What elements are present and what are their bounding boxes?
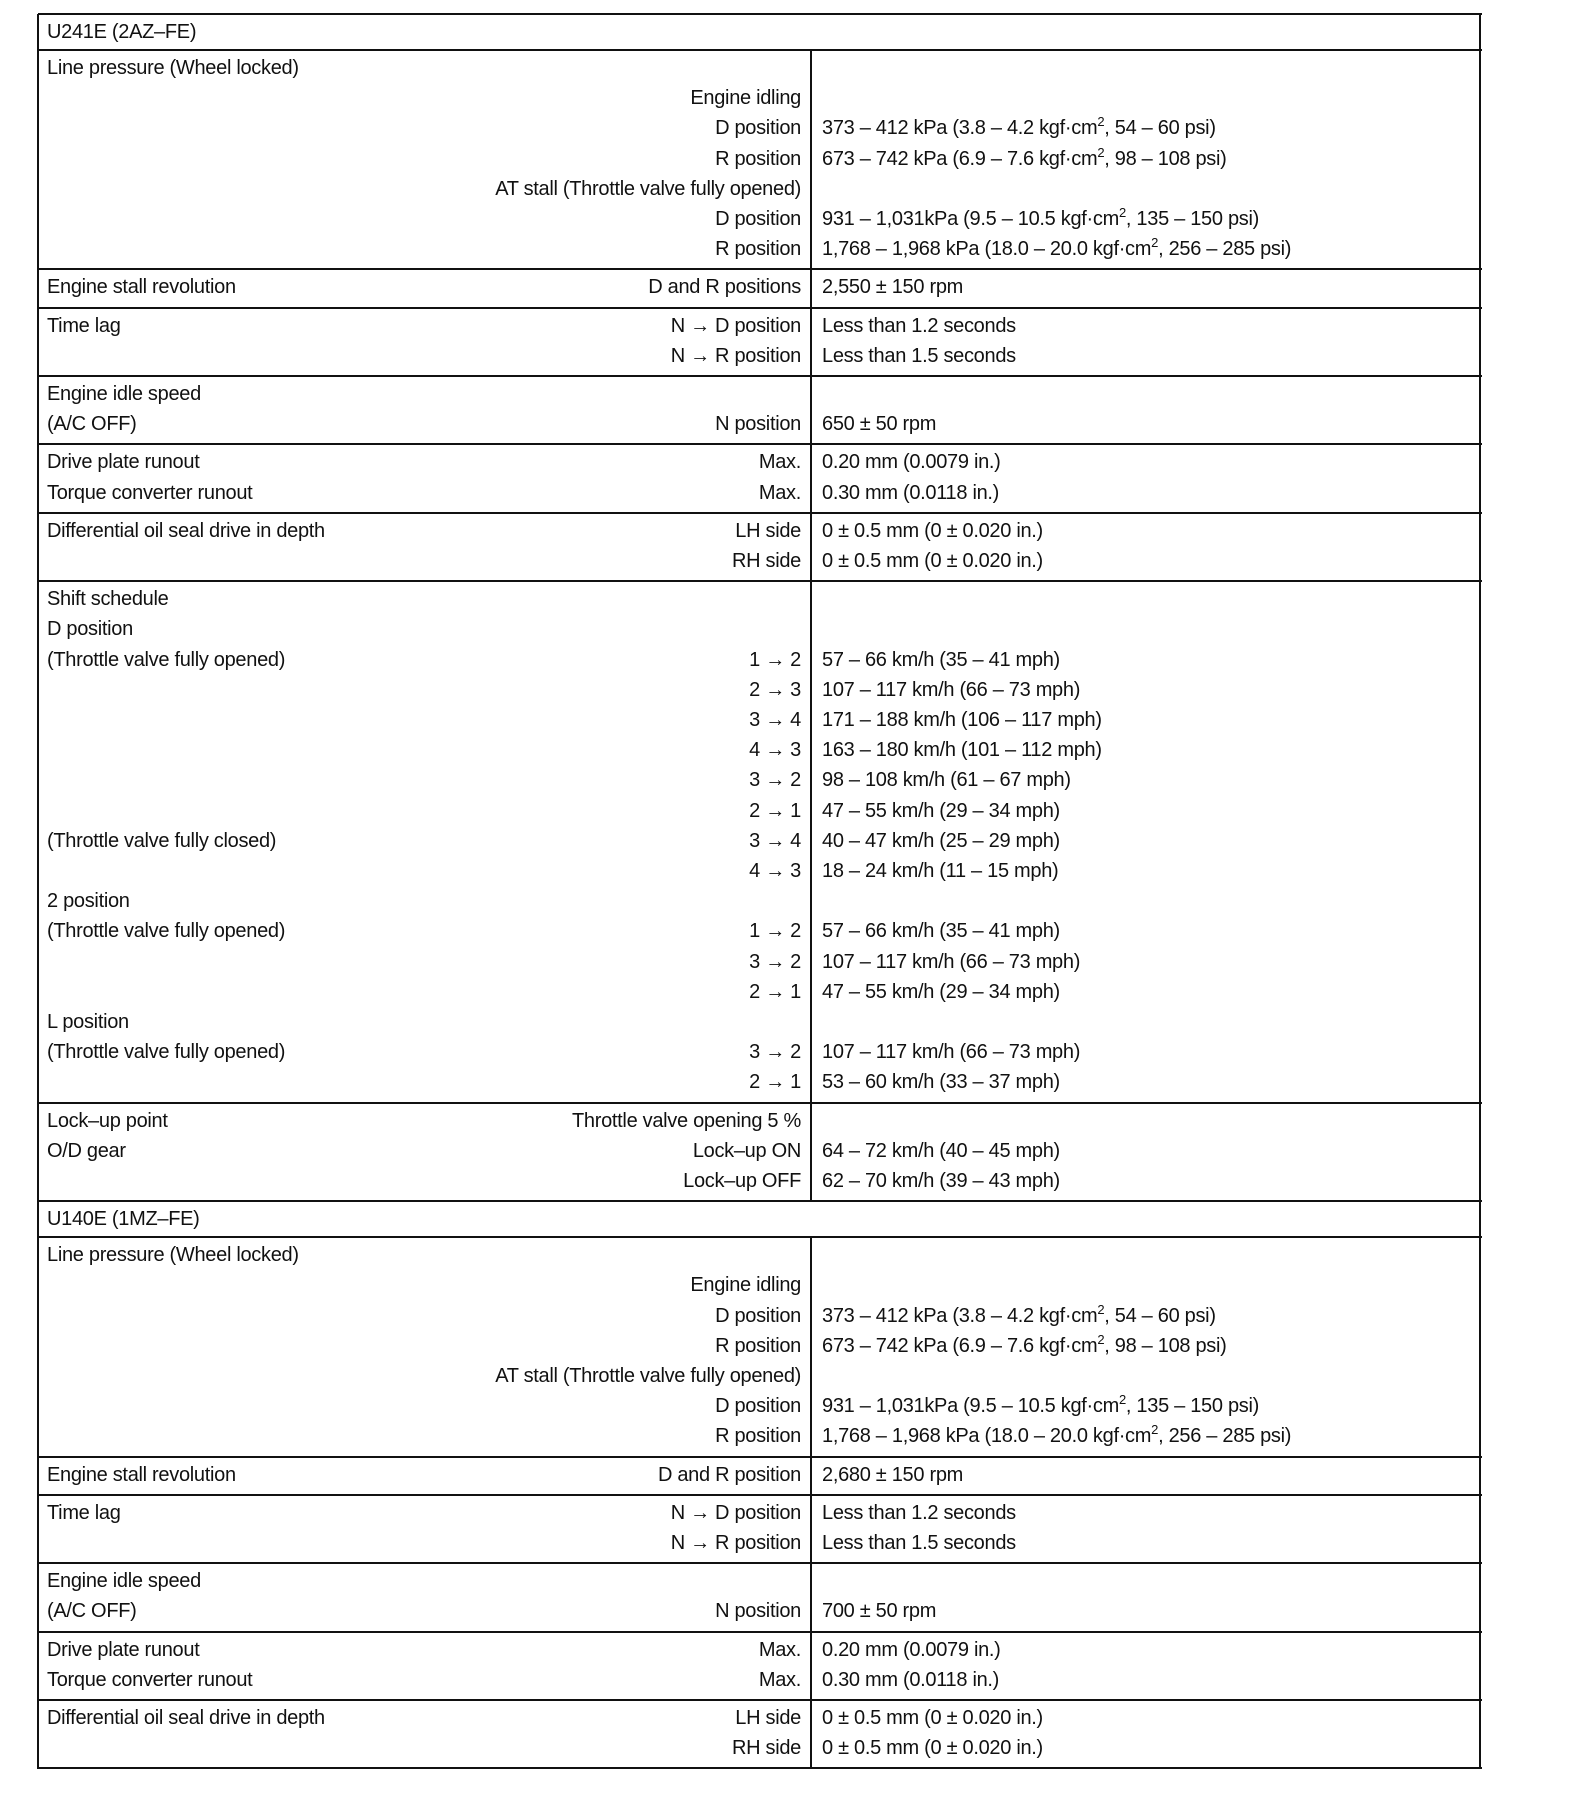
spec-value bbox=[822, 1303, 1216, 1329]
row-condition: R position bbox=[715, 1425, 801, 1448]
value-text: 0 ± 0.5 mm (0 ± 0.020 in.) bbox=[822, 1707, 1043, 1729]
spec-value bbox=[822, 1598, 936, 1624]
row-condition: 3 → 4 bbox=[749, 829, 801, 852]
row-condition: LH side bbox=[735, 519, 801, 542]
row-label: Engine stall revolution bbox=[47, 276, 236, 299]
row-divider bbox=[38, 1236, 1482, 1238]
row-condition: N → D position bbox=[670, 314, 801, 337]
row-condition: Engine idling bbox=[690, 87, 801, 110]
row-condition: D and R position bbox=[657, 1463, 801, 1486]
row-label: (Throttle valve fully opened) bbox=[47, 1041, 286, 1064]
spec-value bbox=[822, 828, 1060, 854]
value-text: , 135 – 150 psi) bbox=[1125, 1395, 1259, 1418]
row-divider bbox=[38, 268, 1482, 270]
row-condition: RH side bbox=[731, 1737, 801, 1760]
column-divider bbox=[1479, 14, 1481, 1769]
spec-value bbox=[822, 1637, 1001, 1663]
value-text: 171 – 188 km/h (106 – 117 mph) bbox=[822, 709, 1102, 731]
row-label: 2 position bbox=[47, 890, 130, 913]
row-condition: D position bbox=[715, 117, 801, 140]
column-divider bbox=[37, 14, 39, 1769]
value-text: 107 – 117 km/h (66 – 73 mph) bbox=[822, 1041, 1081, 1064]
row-label: Line pressure (Wheel locked) bbox=[47, 57, 299, 79]
row-label: Time lag bbox=[47, 314, 121, 337]
row-label: Engine stall revolution bbox=[47, 1463, 236, 1486]
row-label: (A/C OFF) bbox=[47, 413, 137, 436]
row-label: Shift schedule bbox=[47, 588, 169, 611]
superscript: 2 bbox=[1151, 235, 1159, 251]
row-divider bbox=[38, 1699, 1482, 1701]
column-divider bbox=[810, 1237, 812, 1456]
row-divider bbox=[38, 1562, 1482, 1564]
row-condition: 1 → 2 bbox=[749, 920, 801, 943]
row-divider bbox=[38, 1102, 1482, 1104]
spec-value bbox=[822, 1069, 1060, 1095]
value-text: 57 – 66 km/h (35 – 41 mph) bbox=[822, 648, 1060, 671]
spec-value bbox=[822, 343, 1016, 369]
value-text: 373 – 412 kPa (3.8 – 4.2 kgf·cm bbox=[822, 1304, 1098, 1327]
row-condition: D position bbox=[715, 208, 801, 230]
spec-value bbox=[822, 548, 1043, 574]
row-condition: R position bbox=[715, 147, 801, 170]
value-text: 2,550 ± 150 rpm bbox=[822, 276, 964, 299]
row-label: Differential oil seal drive in depth bbox=[47, 519, 325, 542]
value-text: , 54 – 60 psi) bbox=[1104, 1304, 1216, 1327]
row-condition: 2 → 1 bbox=[749, 799, 801, 822]
spec-value bbox=[822, 949, 1080, 975]
spec-value bbox=[822, 115, 1216, 141]
spec-value bbox=[822, 1423, 1291, 1449]
row-label: Line pressure (Wheel locked) bbox=[47, 1244, 299, 1267]
row-divider bbox=[38, 49, 1482, 51]
spec-value bbox=[822, 411, 936, 437]
row-condition: D position bbox=[715, 1304, 801, 1327]
value-text: 53 – 60 km/h (33 – 37 mph) bbox=[822, 1071, 1060, 1094]
spec-value bbox=[822, 1393, 1259, 1419]
row-condition: Throttle valve opening 5 % bbox=[571, 1109, 801, 1132]
column-divider bbox=[810, 513, 812, 581]
spec-value bbox=[822, 313, 1016, 339]
value-text: 373 – 412 kPa (3.8 – 4.2 kgf·cm bbox=[822, 117, 1098, 140]
row-condition: D position bbox=[715, 1395, 801, 1418]
row-condition: Lock–up ON bbox=[692, 1139, 801, 1162]
value-text: Less than 1.2 seconds bbox=[822, 314, 1016, 337]
row-condition: Max. bbox=[758, 1668, 801, 1691]
row-condition: 2 → 1 bbox=[749, 1071, 801, 1094]
value-text: 673 – 742 kPa (6.9 – 7.6 kgf·cm bbox=[822, 1334, 1098, 1357]
spec-value bbox=[822, 737, 1102, 763]
column-divider bbox=[810, 1563, 812, 1631]
value-text: , 256 – 285 psi) bbox=[1158, 1425, 1292, 1448]
value-text: 64 – 72 km/h (40 – 45 mph) bbox=[822, 1139, 1060, 1162]
row-divider bbox=[38, 13, 1482, 15]
row-label: Lock–up point bbox=[47, 1109, 168, 1132]
row-condition: Lock–up OFF bbox=[683, 1170, 801, 1192]
value-text: 47 – 55 km/h (29 – 34 mph) bbox=[822, 980, 1060, 1003]
value-text: 650 ± 50 rpm bbox=[822, 413, 937, 436]
row-label: Drive plate runout bbox=[47, 1638, 200, 1661]
superscript: 2 bbox=[1097, 114, 1105, 130]
value-text: 0 ± 0.5 mm (0 ± 0.020 in.) bbox=[822, 1737, 1043, 1760]
row-condition: 4 → 3 bbox=[749, 860, 801, 882]
row-label: Time lag bbox=[47, 1501, 121, 1524]
spec-value bbox=[822, 918, 1060, 944]
spec-value bbox=[822, 798, 1060, 824]
row-label: (Throttle valve fully opened) bbox=[47, 920, 286, 943]
spec-value bbox=[822, 1168, 1060, 1194]
spec-value bbox=[822, 707, 1102, 733]
value-text: 0 ± 0.5 mm (0 ± 0.020 in.) bbox=[822, 550, 1043, 572]
row-divider bbox=[38, 443, 1482, 445]
value-text: 107 – 117 km/h (66 – 73 mph) bbox=[822, 678, 1081, 701]
value-text: 700 ± 50 rpm bbox=[822, 1600, 937, 1623]
value-text: , 256 – 285 psi) bbox=[1158, 238, 1292, 261]
value-text: 98 – 108 km/h (61 – 67 mph) bbox=[822, 769, 1071, 792]
row-label: O/D gear bbox=[47, 1139, 126, 1162]
superscript: 2 bbox=[1151, 1422, 1159, 1438]
row-condition: Engine idling bbox=[690, 1274, 801, 1297]
spec-value bbox=[822, 206, 1259, 232]
value-text: 931 – 1,031kPa (9.5 – 10.5 kgf·cm bbox=[822, 1395, 1119, 1418]
column-divider bbox=[810, 444, 812, 512]
row-condition: Max. bbox=[758, 1638, 801, 1661]
row-label: Engine idle speed bbox=[47, 383, 201, 405]
value-text: 107 – 117 km/h (66 – 73 mph) bbox=[822, 950, 1081, 973]
row-condition: AT stall (Throttle valve fully opened) bbox=[495, 1365, 801, 1387]
spec-value bbox=[822, 979, 1060, 1005]
superscript: 2 bbox=[1118, 205, 1126, 220]
row-divider bbox=[38, 1494, 1482, 1496]
spec-value bbox=[822, 518, 1043, 544]
row-condition: N → R position bbox=[670, 1532, 801, 1554]
row-divider bbox=[38, 307, 1482, 309]
value-text: , 54 – 60 psi) bbox=[1104, 117, 1216, 140]
value-text: , 135 – 150 psi) bbox=[1125, 208, 1259, 230]
row-condition: 2 → 3 bbox=[749, 678, 801, 701]
value-text: Less than 1.5 seconds bbox=[822, 1532, 1016, 1554]
column-divider bbox=[810, 376, 812, 444]
row-divider bbox=[38, 1767, 1482, 1769]
value-text: 18 – 24 km/h (11 – 15 mph) bbox=[822, 860, 1059, 882]
spec-value bbox=[822, 480, 999, 506]
value-text: 62 – 70 km/h (39 – 43 mph) bbox=[822, 1170, 1060, 1192]
column-divider bbox=[810, 1632, 812, 1700]
spec-value bbox=[822, 647, 1060, 673]
column-divider bbox=[810, 581, 812, 1102]
spec-value bbox=[822, 449, 1001, 475]
row-label: Engine idle speed bbox=[47, 1570, 201, 1593]
row-condition: R position bbox=[715, 238, 801, 261]
section-title: U241E (2AZ–FE) bbox=[47, 21, 197, 43]
value-text: 0.20 mm (0.0079 in.) bbox=[822, 451, 1001, 474]
value-text: 163 – 180 km/h (101 – 112 mph) bbox=[822, 739, 1102, 762]
superscript: 2 bbox=[1118, 1392, 1126, 1408]
row-condition: 1 → 2 bbox=[749, 648, 801, 671]
column-divider bbox=[810, 1103, 812, 1202]
value-text: 931 – 1,031kPa (9.5 – 10.5 kgf·cm bbox=[822, 208, 1119, 230]
row-condition: AT stall (Throttle valve fully opened) bbox=[495, 177, 801, 200]
spec-value bbox=[822, 1333, 1227, 1359]
row-condition: N → D position bbox=[670, 1501, 801, 1524]
row-condition: LH side bbox=[735, 1707, 801, 1729]
row-label: Torque converter runout bbox=[47, 1668, 253, 1691]
spec-value bbox=[822, 1039, 1080, 1065]
row-divider bbox=[38, 512, 1482, 514]
row-divider bbox=[38, 580, 1482, 582]
spec-value bbox=[822, 1462, 963, 1488]
spec-value bbox=[822, 1735, 1043, 1761]
row-label: Torque converter runout bbox=[47, 481, 253, 504]
row-condition: 3 → 2 bbox=[749, 950, 801, 973]
value-text: 673 – 742 kPa (6.9 – 7.6 kgf·cm bbox=[822, 147, 1098, 170]
row-label: (Throttle valve fully opened) bbox=[47, 648, 286, 671]
value-text: 57 – 66 km/h (35 – 41 mph) bbox=[822, 920, 1060, 943]
row-condition: 3 → 4 bbox=[749, 709, 801, 731]
spec-value bbox=[822, 1530, 1016, 1556]
row-label: D position bbox=[47, 618, 133, 641]
value-text: 0.20 mm (0.0079 in.) bbox=[822, 1638, 1001, 1661]
row-condition: D and R positions bbox=[648, 276, 801, 299]
value-text: 0.30 mm (0.0118 in.) bbox=[822, 481, 1000, 504]
row-condition: 3 → 2 bbox=[749, 769, 801, 792]
row-label: (Throttle valve fully closed) bbox=[47, 829, 277, 852]
column-divider bbox=[810, 269, 812, 307]
row-condition: Max. bbox=[758, 481, 801, 504]
row-condition: N → R position bbox=[670, 344, 801, 367]
spec-value bbox=[822, 1667, 999, 1693]
row-label: (A/C OFF) bbox=[47, 1600, 137, 1623]
row-condition: N position bbox=[715, 1600, 801, 1623]
spec-value bbox=[822, 677, 1080, 703]
column-divider bbox=[810, 1700, 812, 1768]
row-label: L position bbox=[47, 1011, 129, 1033]
superscript: 2 bbox=[1097, 144, 1105, 160]
value-text: , 98 – 108 psi) bbox=[1104, 147, 1227, 170]
value-text: 1,768 – 1,968 kPa (18.0 – 20.0 kgf·cm bbox=[822, 1425, 1152, 1448]
row-condition: 3 → 2 bbox=[749, 1041, 801, 1064]
value-text: Less than 1.2 seconds bbox=[822, 1501, 1016, 1524]
row-divider bbox=[38, 375, 1482, 377]
row-divider bbox=[38, 1631, 1482, 1633]
row-condition: Max. bbox=[758, 451, 801, 474]
column-divider bbox=[810, 1495, 812, 1563]
column-divider bbox=[810, 50, 812, 269]
spec-value bbox=[822, 236, 1291, 262]
spec-value bbox=[822, 1500, 1016, 1526]
spec-value bbox=[822, 767, 1071, 793]
column-divider bbox=[810, 308, 812, 376]
section-title: U140E (1MZ–FE) bbox=[47, 1208, 200, 1231]
spec-value bbox=[822, 1138, 1060, 1164]
spec-value bbox=[822, 274, 963, 300]
value-text: 1,768 – 1,968 kPa (18.0 – 20.0 kgf·cm bbox=[822, 238, 1152, 261]
row-divider bbox=[38, 1200, 1482, 1202]
row-condition: R position bbox=[715, 1334, 801, 1357]
row-label: Drive plate runout bbox=[47, 451, 200, 474]
row-condition: N position bbox=[715, 413, 801, 436]
column-divider bbox=[810, 1457, 812, 1495]
value-text: 0.30 mm (0.0118 in.) bbox=[822, 1668, 1000, 1691]
value-text: 40 – 47 km/h (25 – 29 mph) bbox=[822, 829, 1060, 852]
spec-value bbox=[822, 146, 1227, 172]
superscript: 2 bbox=[1097, 1301, 1105, 1317]
row-condition: 2 → 1 bbox=[749, 980, 801, 1003]
spec-value bbox=[822, 1705, 1043, 1731]
superscript: 2 bbox=[1097, 1331, 1105, 1347]
spec-value bbox=[822, 858, 1058, 884]
row-label: Differential oil seal drive in depth bbox=[47, 1707, 325, 1729]
value-text: , 98 – 108 psi) bbox=[1104, 1334, 1227, 1357]
value-text: 47 – 55 km/h (29 – 34 mph) bbox=[822, 799, 1060, 822]
value-text: 0 ± 0.5 mm (0 ± 0.020 in.) bbox=[822, 519, 1043, 542]
row-divider bbox=[38, 1456, 1482, 1458]
value-text: Less than 1.5 seconds bbox=[822, 344, 1016, 367]
row-condition: 4 → 3 bbox=[749, 739, 801, 762]
value-text: 2,680 ± 150 rpm bbox=[822, 1463, 964, 1486]
row-condition: RH side bbox=[731, 550, 801, 572]
